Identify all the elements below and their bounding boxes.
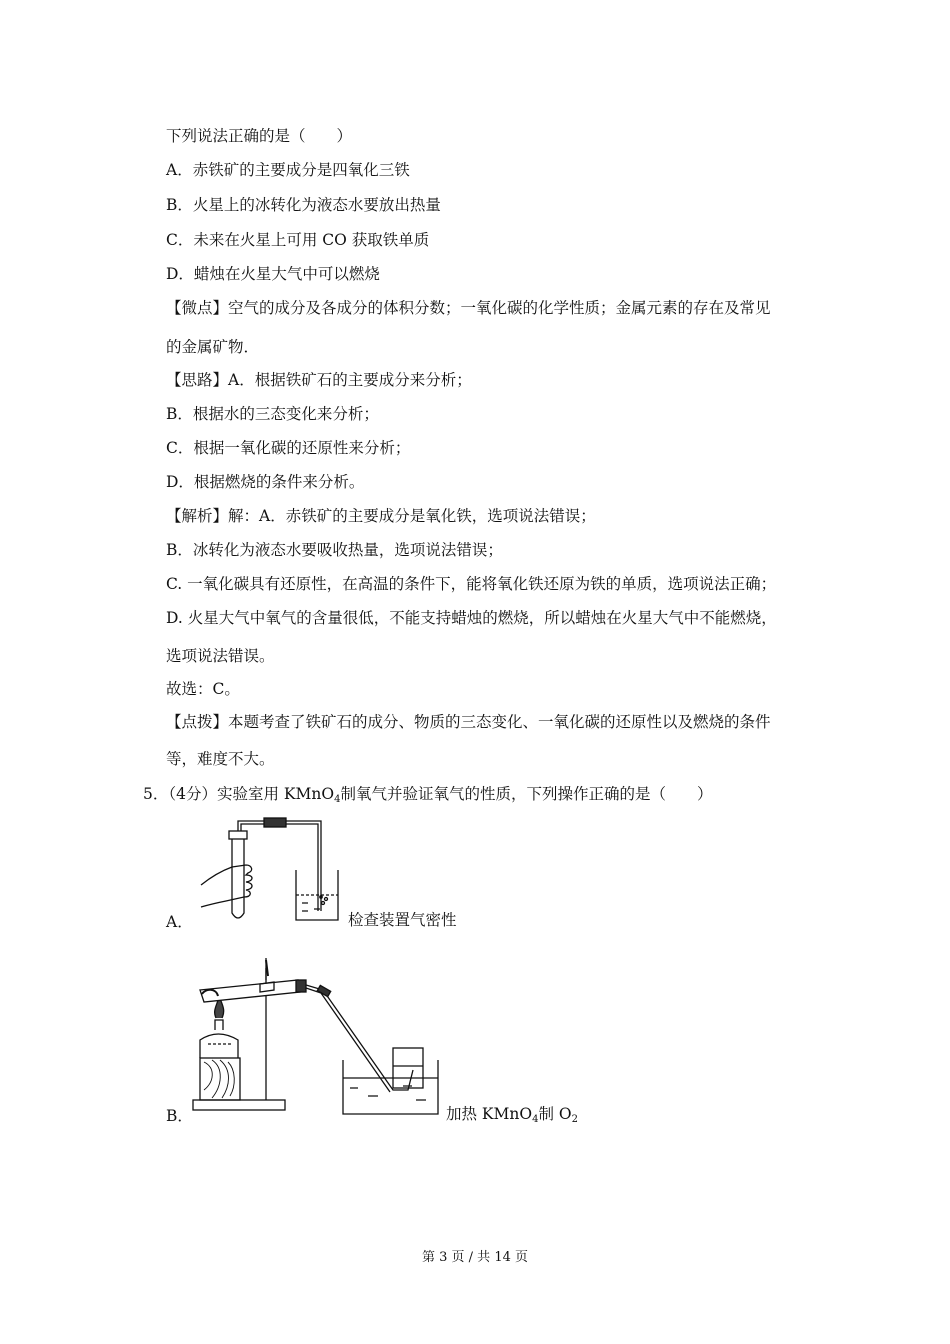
dianbo-line-2: 等，难度不大。 <box>166 750 275 768</box>
q5-option-b-caption-mid: 制 O <box>538 1105 572 1123</box>
silu-line-1: 【思路】A．根据铁矿石的主要成分来分析； <box>166 371 472 389</box>
jiexi-line-2: B．冰转化为液态水要吸收热量，选项说法错误； <box>166 541 503 559</box>
q4-option-b: B．火星上的冰转化为液态水要放出热量 <box>166 196 441 214</box>
q5-stem-pre: （4分）实验室用 KMnO <box>168 785 335 803</box>
q5-option-b-label: B． <box>166 1107 193 1125</box>
weidian-line-1: 【微点】空气的成分及各成分的体积分数；一氧化碳的化学性质；金属元素的存在及常见 <box>166 299 771 317</box>
q5-option-b-caption <box>446 1104 578 1130</box>
q4-stem-tail: 下列说法正确的是（ ） <box>166 127 353 145</box>
q5-option-b-sub2: 2 <box>571 1114 578 1125</box>
silu-line-3: C．根据一氧化碳的还原性来分析； <box>166 439 411 457</box>
page-footer: 第 3 页 / 共 14 页 <box>422 1250 528 1265</box>
q5-number: 5． <box>143 785 169 803</box>
q5-option-a-caption: 检查装置气密性 <box>348 911 457 929</box>
jiexi-line-5: 选项说法错误。 <box>166 647 275 665</box>
figure-a-airtightness-check <box>196 815 346 925</box>
q5-stem-post: 制氧气并验证氧气的性质，下列操作正确的是（ ） <box>340 785 713 803</box>
jiexi-line-1: 【解析】解：A．赤铁矿的主要成分是氧化铁，选项说法错误； <box>166 507 596 525</box>
q4-option-d: D．蜡烛在火星大气中可以燃烧 <box>166 265 380 283</box>
answer-line: 故选：C。 <box>166 680 240 698</box>
figure-b-heating-apparatus <box>188 950 448 1120</box>
q4-option-c: C．未来在火星上可用 CO 获取铁单质 <box>166 231 430 249</box>
jiexi-line-3: C. 一氧化碳具有还原性，在高温的条件下，能将氧化铁还原为铁的单质，选项说法正确； <box>166 575 777 593</box>
q5-option-a-label: A． <box>166 913 193 931</box>
q4-option-a: A．赤铁矿的主要成分是四氧化三铁 <box>166 161 410 179</box>
dianbo-line-1: 【点拨】本题考查了铁矿石的成分、物质的三态变化、一氧化碳的还原性以及燃烧的条件 <box>166 713 771 731</box>
q5-stem-sub: 4 <box>334 794 341 805</box>
jiexi-line-4: D. 火星大气中氧气的含量很低，不能支持蜡烛的燃烧，所以蜡烛在火星大气中不能燃烧， <box>166 609 777 627</box>
q5-stem <box>143 784 712 810</box>
weidian-line-2: 的金属矿物． <box>166 338 260 356</box>
q5-option-b-sub1: 4 <box>532 1114 539 1125</box>
silu-line-2: B．根据水的三态变化来分析； <box>166 405 379 423</box>
q5-option-b-caption-pre: 加热 KMnO <box>446 1105 533 1123</box>
silu-line-4: D．根据燃烧的条件来分析。 <box>166 473 365 491</box>
